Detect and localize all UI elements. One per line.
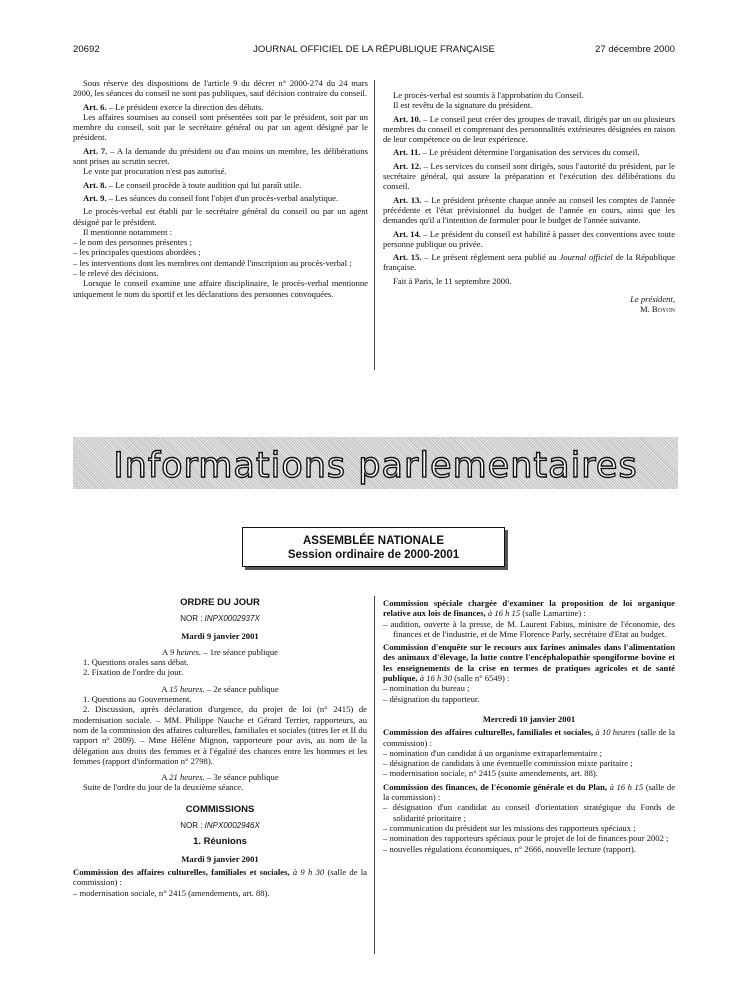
agenda-item: 2. Discussion, après déclaration d'urgence, du projet de loi (n° 2415) de modernisation sociale. – MM. Philippe Nauche et Gérard Terrier, rapporteurs, au nom de la commission des affaires culturelles, familiales et sociales (titres Ier et II du rapport n° 2809). – Mme Hélène Mignon, rapporteure pour avis, au nom de la délégation aux droits des femmes et à l'égalité des chances entre les hommes et les femmes (rapport d'information n° 2798). — [73, 704, 367, 766]
list-item: – nomination d'un candidat à un organisme extraparlementaire ; — [383, 748, 675, 758]
list-item: – nomination des rapporteurs spéciaux pour le projet de loi de finances pour 2002 ; — [383, 833, 675, 843]
paragraph: Lorsque le conseil examine une affaire disciplinaire, le procès-verbal mentionne uniquement le nom du sportif et les déclarations des personnes convoquées. — [73, 278, 368, 299]
signature-role: Le président, — [630, 294, 675, 305]
bottom-left-column — [73, 598, 367, 898]
commissions-title: COMMISSIONS — [185, 803, 255, 815]
page-number: 20692 — [73, 44, 100, 55]
section-banner — [73, 437, 678, 489]
assembly-name: ASSEMBLÉE NATIONALE — [303, 535, 444, 547]
paragraph: Les affaires soumises au conseil sont présentées soit par le président, soit par un membre du conseil, soit par le secrétaire général ou par un agent désigné par le président. — [73, 111, 368, 143]
list-item: – les principales questions abordées ; — [73, 247, 368, 257]
list-item: – le nom des personnes présentes ; — [73, 237, 368, 247]
list-item: – modernisation sociale, n° 2415 (amendements, art. 88). — [73, 888, 367, 898]
list-item: – audition, ouverte à la presse, de M. Laurent Fabius, ministre de l'économie, des finances et de l'industrie, et de Mme Florence Parly, secrétaire d'Etat au budget. — [383, 619, 675, 640]
issue-date: 27 décembre 2000 — [594, 44, 675, 55]
article-6: Art. 6. – Le président exerce la direction des débats. — [83, 101, 264, 112]
commission-items — [383, 619, 675, 640]
bottom-right-column — [383, 598, 675, 854]
commission-entry: Commission spéciale chargée d'examiner la proposition de loi organique relative aux lois de finances, à 16 h 15 (salle Lamartine) : — [383, 598, 675, 619]
list-item: – désignation de candidats à une éventuelle commission mixte paritaire ; — [383, 758, 675, 768]
nor-reference: NOR : INPX0002937X — [180, 614, 260, 624]
commission-items — [383, 748, 675, 779]
top-left-column — [73, 78, 368, 299]
mentions-list — [73, 237, 368, 278]
commission-entry: Commission des affaires culturelles, familiales et sociales, à 10 heures (salle de la commission) : — [383, 727, 675, 748]
reunions-heading: 1. Réunions — [193, 836, 247, 848]
paragraph: Il est revêtu de la signature du président. — [393, 100, 533, 111]
article-15: Art. 15. – Le présent règlement sera publié au Journal officiel de la République française. — [383, 252, 676, 273]
paragraph: Le vote par procuration n'est pas autorisé. — [83, 166, 227, 177]
article-14: Art. 14. – Le président du conseil est habilité à passer des conventions avec toute personne publique ou privée. — [383, 228, 676, 249]
commission-entry: Commission d'enquête sur le recours aux farines animales dans l'alimentation des animaux d'élevage, la lutte contre l'encéphalopathie spongiforme bovine et les enseignements de la crise en termes de pratiques agricoles et de santé publique, à 16 h 30 (salle n° 6549) : — [383, 642, 675, 684]
agenda-item: Suite de l'ordre du jour de la deuxième séance. — [83, 782, 244, 793]
article-12: Art. 12. – Les services du conseil sont dirigés, sous l'autorité du président, par le secrétaire général, qui assure la préparation et l'exécution des délibérations du conseil. — [383, 160, 676, 192]
date-heading: Mercredi 10 janvier 2001 — [482, 713, 576, 724]
commission-entry: Commission des affaires culturelles, familiales et sociales, à 9 h 30 (salle de la commission) : — [73, 866, 367, 888]
paragraph: Il mentionne notamment : — [83, 226, 173, 237]
paragraph: Sous réserve des dispositions de l'article 9 du décret n° 2000-274 du 24 mars 2000, les séances du conseil ne sont pas publiques, sauf décision contraire du conseil. — [73, 78, 368, 99]
agenda-item: 2. Fixation de l'ordre du jour. — [83, 667, 184, 678]
list-item: – communication du président sur les missions des rapporteurs spéciaux ; — [383, 823, 675, 833]
nor-reference: NOR : INPX0002946X — [180, 821, 260, 831]
session-3-heading: A 21 heures. – 3e séance publique — [161, 772, 279, 783]
list-item: – désignation d'un candidat au conseil d'orientation stratégique du Fonds de solidarité prioritaire ; — [383, 802, 675, 823]
list-item: – nouvelles régulations économiques, n° 2666, nouvelle lecture (rapport). — [383, 844, 675, 854]
article-11: Art. 11. – Le président détermine l'organisation des services du conseil. — [393, 147, 640, 158]
signature-name: M. Boyon — [639, 304, 675, 315]
commission-items — [73, 888, 367, 898]
ordre-du-jour-title: ORDRE DU JOUR — [180, 597, 260, 608]
article-10: Art. 10. – Le conseil peut créer des groupes de travail, dirigés par un ou plusieurs membres du conseil et comprenant des personnalités extérieures désignées en raison de leur compétence ou de leur expérience. — [383, 113, 675, 145]
commission-entry: Commission des finances, de l'économie générale et du Plan, à 16 h 15 (salle de la commission) : — [383, 781, 676, 803]
column-divider — [374, 80, 375, 370]
commission-items — [383, 683, 675, 704]
article-9: Art. 9. – Les séances du conseil font l'objet d'un procès-verbal analytique. — [83, 192, 339, 203]
list-item: – désignation du rapporteur. — [383, 694, 675, 704]
list-item: – nomination du bureau ; — [383, 683, 675, 693]
paragraph: Le procès-verbal est soumis à l'approbation du Conseil. — [393, 90, 584, 100]
journal-title: JOURNAL OFFICIEL DE LA RÉPUBLIQUE FRANÇAISE — [253, 44, 495, 55]
date-heading: Mardi 9 janvier 2001 — [181, 853, 259, 864]
list-item: – le relevé des décisions. — [73, 268, 368, 278]
session-name: Session ordinaire de 2000-2001 — [287, 549, 460, 561]
list-item: – modernisation sociale, n° 2415 (suite amendements, art. 88). — [383, 768, 675, 778]
article-13: Art. 13. – Le président présente chaque année au conseil les comptes de l'année précédente et l'état prévisionnel du budget de l'année en cours, ainsi que les demandes qu'il a l'intention de formuler pour le budget de l'année suivante. — [383, 194, 675, 226]
paragraph: Le procès-verbal est établi par le secrétaire général du conseil ou par un agent désigné par le président. — [73, 206, 368, 227]
article-8: Art. 8. – Le conseil procède à toute audition qui lui paraît utile. — [83, 179, 302, 190]
agenda-item: 1. Questions orales sans débat. — [83, 657, 189, 668]
top-right-column — [383, 90, 675, 315]
commission-items — [383, 802, 675, 853]
list-item: – les interventions dont les membres ont demandé l'inscription au procès-verbal ; — [73, 258, 368, 268]
column-divider — [374, 596, 375, 954]
session-1-heading: A 9 heures. – 1re séance publique — [162, 646, 278, 657]
agenda-item: 1. Questions au Gouvernement. — [83, 694, 192, 705]
signature-date: Fait à Paris, le 11 septembre 2000. — [393, 275, 512, 286]
session-2-heading: A 15 heures. – 2e séance publique — [161, 683, 279, 694]
article-7: Art. 7. – A la demande du président ou d'au moins un membre, les délibérations sont prises au scrutin secret. — [73, 145, 368, 167]
assembly-title-box — [242, 527, 505, 567]
banner-title: Informations parlementaires — [113, 446, 638, 486]
date-heading: Mardi 9 janvier 2001 — [181, 630, 259, 641]
